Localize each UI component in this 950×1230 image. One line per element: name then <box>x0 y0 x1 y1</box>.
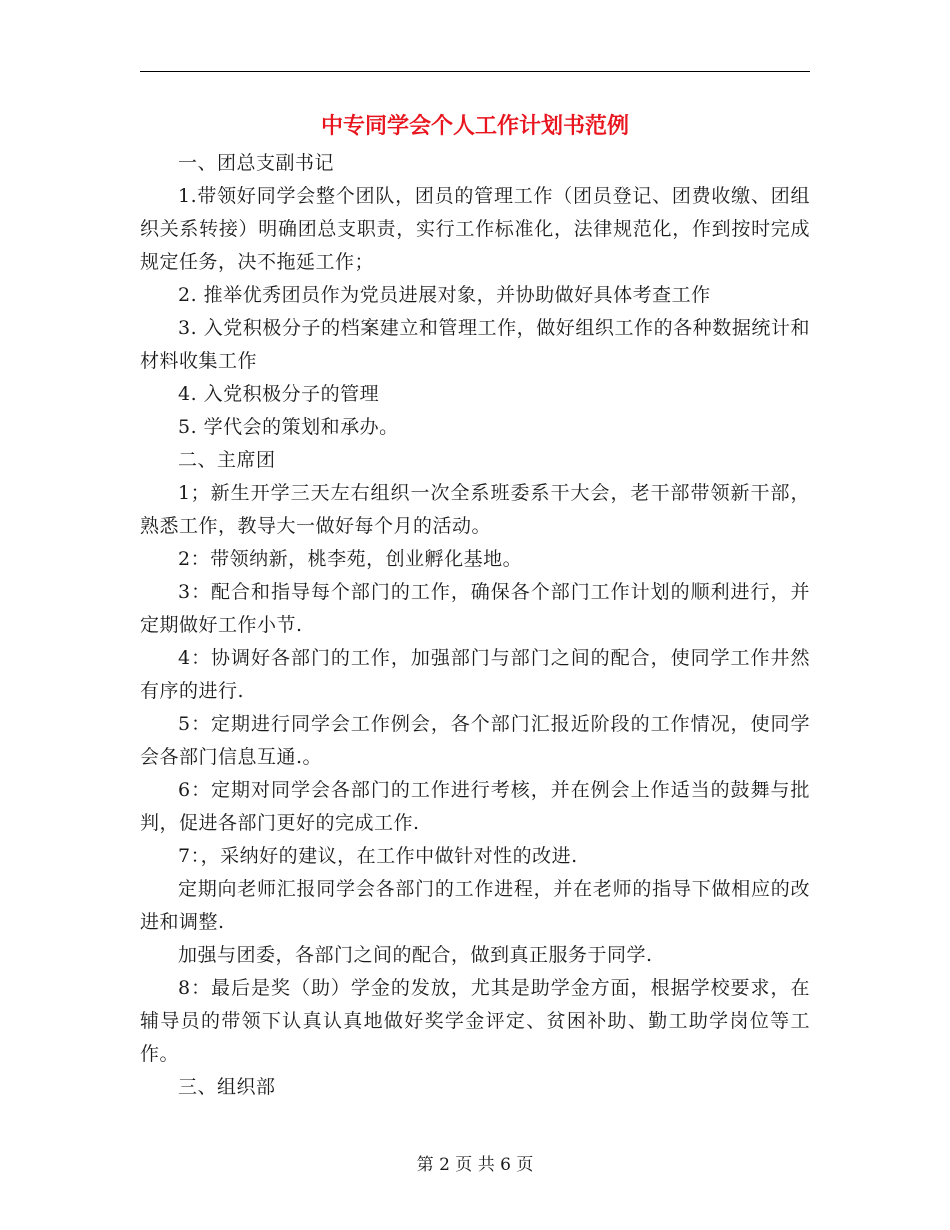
paragraph: 3. 入党积极分子的档案建立和管理工作，做好组织工作的各种数据统计和材料收集工作 <box>140 317 810 372</box>
section-heading: 二、主席团 <box>178 449 276 471</box>
paragraph: 3：配合和指导每个部门的工作，确保各个部门工作计划的顺利进行，并定期做好工作小节. <box>140 581 810 636</box>
paragraph: 8：最后是奖（助）学金的发放，尤其是助学金方面，根据学校要求，在辅导员的带领下认真认真地做好奖学金评定、贫困补助、勤工助学岗位等工作。 <box>140 977 810 1065</box>
paragraph: 2. 推举优秀团员作为党员进展对象，并协助做好具体考查工作 <box>178 284 711 306</box>
paragraph: 定期向老师汇报同学会各部门的工作进程，并在老师的指导下做相应的改进和调整. <box>140 878 810 933</box>
paragraph: 4. 入党积极分子的管理 <box>178 383 380 405</box>
paragraph: 2：带领纳新，桃李苑，创业孵化基地。 <box>178 548 523 570</box>
section-heading: 三、组织部 <box>178 1076 276 1098</box>
section-heading: 一、团总支副书记 <box>178 152 335 174</box>
header-rule <box>140 71 810 72</box>
paragraph: 7：，采纳好的建议，在工作中做针对性的改进. <box>178 845 578 867</box>
paragraph: 6：定期对同学会各部门的工作进行考核，并在例会上作适当的鼓舞与批判，促进各部门更好的完成工作. <box>140 779 810 834</box>
paragraph: 5：定期进行同学会工作例会，各个部门汇报近阶段的工作情况，使同学会各部门信息互通.。 <box>140 713 810 768</box>
paragraph: 1.带领好同学会整个团队，团员的管理工作（团员登记、团费收缴、团组织关系转接）明确团总支职责，实行工作标准化，法律规范化，作到按时完成规定任务，决不拖延工作； <box>140 185 810 273</box>
document-title: 中专同学会个人工作计划书范例 <box>320 113 629 139</box>
paragraph: 加强与团委，各部门之间的配合，做到真正服务于同学. <box>178 944 653 966</box>
paragraph: 4：协调好各部门的工作，加强部门与部门之间的配合，使同学工作井然有序的进行. <box>140 647 810 702</box>
paragraph: 5. 学代会的策划和承办。 <box>178 416 399 438</box>
document-body <box>140 147 810 1104</box>
page-number: 第 2 页 共 6 页 <box>416 1155 534 1175</box>
paragraph: 1；新生开学三天左右组织一次全系班委系干大会，老干部带领新干部，熟悉工作，教导大一做好每个月的活动。 <box>140 482 810 537</box>
